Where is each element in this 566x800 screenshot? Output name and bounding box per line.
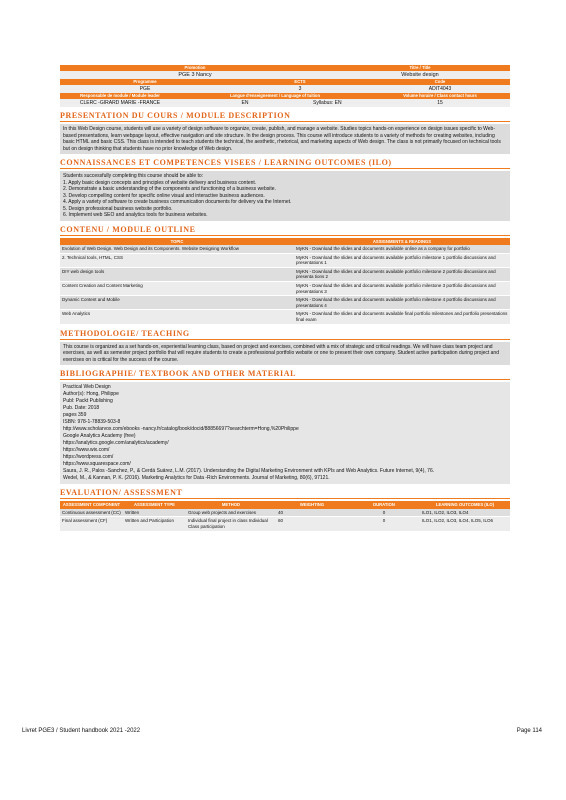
col-component: ASSESSMENT COMPONENT	[60, 501, 123, 509]
topic-cell: Dynamic Content and Mobile	[60, 296, 294, 310]
bib-link[interactable]: http://www.scholarvox.com/ebooks -nancy.fr/catalog/book/docid/88856697?searchterm=Hong,%20Philippe	[63, 426, 299, 433]
programme-label: Programme	[133, 79, 157, 84]
weighting-cell: 40	[276, 509, 348, 517]
outcome-item: 1. Apply basic design concepts and principles of website delivery and business content.	[63, 179, 257, 186]
table-row	[60, 253, 510, 267]
competences-heading: CONNAISSANCES ET COMPETENCES VISEES / LEARNING OUTCOMES (ILO)	[60, 157, 510, 169]
assign-cell: MyKN - Download the slides and documents available portfolio milestone 1 portfolio discussions and presentations 1	[294, 253, 510, 267]
code-value: ADIT4043	[428, 86, 452, 92]
duration-cell: 0	[348, 517, 420, 531]
title-label: Titre / Title	[409, 65, 431, 70]
methodologie-heading: METHODOLOGIE/ TEACHING	[60, 328, 510, 340]
responsable-value: CLERC -GIRARD MARIE -FRANCE	[79, 100, 161, 106]
bib-link[interactable]: https://analytics.google.com/analytics/academy/	[63, 440, 169, 447]
presentation-text: In this Web Design course, students will use a variety of design software to organize, create, publish, and manage a website. Studies topics hands-on experience on design issues specific to Web-based presentations, learn webpage layout, effective navigation and site structure. In the design process. This course will introduce students to a variety of methods for creating websites, including basic HTML and basic CSS. This class is intended to teach students the technical, the aesthetic, rhetorical, and marketing aspects of Web design. The class is not primarily focused on technical tools but on design thinking that students have no prior knowledge of Web design.	[63, 126, 501, 152]
langue-label: Langue d'enseignement / Language of tuition	[229, 93, 321, 98]
assign-cell: MyKN - Download the slides and documents available portfolio milestone 2 portfolio discussions and presenta tions 2	[294, 267, 510, 281]
evaluation-heading: EVALUATION/ ASSESSMENT	[60, 487, 510, 499]
bib-line: Author(s): Hong, Philippe	[63, 391, 119, 398]
presentation-box	[60, 124, 510, 154]
component-cell: Final assessment (CF)	[60, 517, 123, 531]
table-row	[60, 296, 510, 310]
assign-cell: MyKN - Download the slides and documents available portfolio milestone 3 portfolio discussions and presentations 3	[294, 282, 510, 296]
col-topic: TOPIC	[60, 238, 294, 246]
ects-value: 3	[298, 86, 302, 92]
bib-link[interactable]: https://www.squarespace.com/	[63, 461, 131, 468]
competences-box	[60, 171, 510, 221]
bib-link[interactable]: https://wordpress.com/	[63, 454, 114, 461]
bib-line: Pub. Date: 2018	[63, 405, 100, 412]
outline-table	[60, 238, 510, 325]
promotion-label: Promotion	[184, 65, 206, 70]
promotion-value: PGE 3 Nancy	[178, 72, 212, 78]
col-duration: DURATION	[348, 501, 420, 509]
bib-line: Wedel, M., & Kannan, P. K. (2016). Marketing Analytics for Data -Rich Environments. Journal of Marketing, 80(6), 97121.	[63, 475, 330, 482]
syllabus-value: Syllabus: EN	[313, 100, 342, 106]
page-footer	[22, 728, 542, 734]
outcome-item: 2. Demonstrate a basic understanding of the components and functioning of a business website.	[63, 186, 276, 192]
header-row-6	[60, 99, 510, 107]
table-row	[60, 267, 510, 281]
page-number: Page 114	[516, 728, 542, 734]
table-row	[60, 310, 510, 324]
volume-label: Volume horaire / Class contact hours	[403, 93, 477, 98]
ilo-cell: ILO1, ILO2, ILO3, ILO4	[420, 509, 510, 517]
bib-line: pages 359	[63, 412, 87, 419]
bib-line: Publ: Packt Publishing	[63, 398, 113, 405]
volume-value: 15	[437, 100, 443, 106]
ilo-cell: ILO1, ILO2, ILO3, ILO4, ILO5, ILO6	[420, 517, 510, 531]
bib-line: Google Analytics Academy (free)	[63, 433, 136, 440]
col-ilo: LEARNING OUTCOMES (ILO)	[420, 501, 510, 509]
langue-value: EN	[241, 100, 249, 106]
topic-cell: Content Creation and Content Marketing	[60, 282, 294, 296]
component-cell: Continuous assessment (CC)	[60, 509, 123, 517]
col-weighting: WEIGHTING	[276, 501, 348, 509]
col-type: ASSESSMENT TYPE	[123, 501, 186, 509]
bibliographie-heading: BIBLIOGRAPHIE/ TEXTBOOK AND OTHER MATERIAL	[60, 368, 510, 380]
code-label: Code	[434, 79, 446, 84]
methodologie-text: This course is organized as a set hands-on, experiential learning class, based on project and exercises, combined with a mix of strategic and critical readings. We will have class team project and exercises, as well as semester project portfolio that will require students to create a professional portfolio website or one to present their own company. Student active participation during project and exercises on is critical for the success of the course.	[63, 343, 499, 363]
bib-line: Saura, J. R., Palos -Sanchez, P., & Cerdá Suárez, L.M. (2017). Understanding the Digital Marketing Environment with KPIs and Web Analytics. Future Internet, 9(4), 76.	[63, 468, 435, 475]
bibliography-list	[60, 382, 510, 484]
title-value: Website design	[401, 72, 439, 78]
contenu-heading: CONTENU / MODULE OUTLINE	[60, 224, 510, 236]
competences-intro: Students successfully completing this course should be able to:	[63, 173, 204, 179]
method-cell: Group web projects and exercises	[186, 509, 276, 517]
methodologie-box	[60, 342, 510, 366]
outcome-item: 3. Develop compelling content for specific online visual and interactive business audiences.	[63, 192, 265, 199]
assign-cell: MyKN - Download the slides and documents available final portfolio milestones and portfolio presentations final exam	[294, 310, 510, 324]
responsable-label: Responsable de module / Module leader	[80, 93, 160, 98]
presentation-heading: PRESENTATION DU COURS / MODULE DESCRIPTION	[60, 110, 510, 122]
method-cell: Individual final project in class Individual Class participation	[186, 517, 276, 531]
syllabus-page	[60, 65, 510, 532]
outcome-item: 4. Apply a variety of software to create business communication documents for delivery via the Internet.	[63, 199, 292, 205]
type-cell: Written	[123, 509, 186, 517]
bib-link[interactable]: https://www.wix.com/	[63, 447, 110, 454]
header-row-4	[60, 85, 510, 93]
assign-cell: MyKN - Download the slides and documents available portfolio milestone 4 portfolio discussions and presentations 4	[294, 296, 510, 310]
footer-left: Livret PGE3 / Student handbook 2021 -2022	[22, 728, 141, 734]
outcome-item: 5. Design professional business website portfolio.	[63, 205, 173, 212]
bib-line: Practical Web Design	[63, 384, 111, 391]
bib-line: ISBN: 978-1-78839-503-8	[63, 419, 121, 426]
topic-cell: DIY web design tools	[60, 267, 294, 281]
table-row	[60, 517, 510, 531]
ects-label: ECTS	[294, 79, 306, 84]
table-row	[60, 282, 510, 296]
weighting-cell: 60	[276, 517, 348, 531]
table-row	[60, 245, 510, 253]
outcome-item: 6. Implement web SEO and analytics tools for business websites.	[63, 212, 208, 218]
type-cell: Written and Participation	[123, 517, 186, 531]
table-row	[60, 509, 510, 517]
topic-cell: Evolution of Web Design. Web Design and its Components. Website Designing Workflow	[60, 245, 294, 253]
programme-value: PGE	[139, 86, 151, 92]
header-row-2	[60, 71, 510, 79]
assessment-table	[60, 501, 510, 531]
topic-cell: Web Analytics	[60, 310, 294, 324]
topic-cell: 2. Technical tools, HTML, CSS	[60, 253, 294, 267]
assign-cell: MyKN - Download the slides and documents available online as a company for portfolio	[294, 245, 510, 253]
duration-cell: 0	[348, 509, 420, 517]
col-assignments: ASSIGNMENTS & READINGS	[294, 238, 510, 246]
col-method: METHOD	[186, 501, 276, 509]
